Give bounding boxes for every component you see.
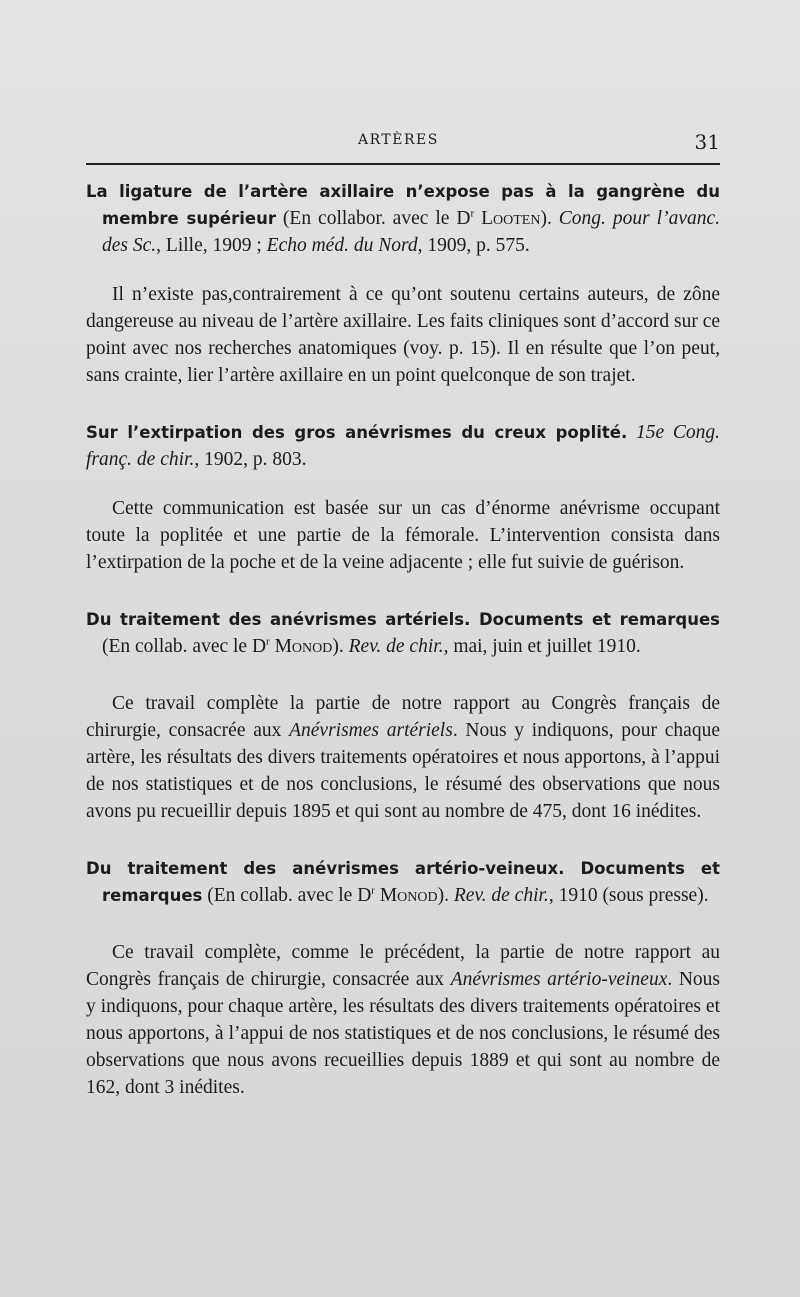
entry-1-details: , Lille, 1909 ;: [156, 235, 267, 256]
entry-3-body-italic: Anévrismes artériels: [289, 720, 453, 741]
entry-4-citation: [86, 855, 720, 909]
page-header: [86, 126, 720, 166]
entry-3-body-after: . Nous y indiquons, pour chaque artère, les résultats des divers traitements opératoires et nous apportons, à l’appui de nos statistiques et de nos conclusions, le résumé des observations que nous avons pu recueillir depuis 1895 et qui sont au nombre de 475, dont 16 inédites.: [86, 720, 720, 822]
entry-3-title: Du traitement des anévrismes artériels. Documents et remarques: [86, 610, 720, 629]
header-rule: [86, 163, 720, 165]
entry-3-collab-suffix: ).: [332, 636, 349, 657]
entry-4-title: Du traitement des anévrismes artério-veineux. Documents et remarques: [86, 859, 720, 905]
entry-1-journal: Cong. pour l’avanc. des Sc.: [102, 208, 721, 256]
entry-3-collab-prefix: (En collab. avec le D: [102, 636, 267, 657]
entry-4-collab-suffix: ).: [437, 885, 454, 906]
page-content: [86, 178, 720, 1101]
entry-1-collab-suffix: ).: [540, 208, 559, 229]
entry-4-collab-name: Monod: [379, 885, 438, 906]
entry-1-collab-name: Looten: [481, 208, 541, 229]
entry-2-title: Sur l’extirpation des gros anévrismes du creux poplité.: [86, 423, 628, 442]
entry-3-journal: Rev. de chir.: [348, 636, 444, 657]
entry-3-collab-name: Monod: [274, 636, 333, 657]
entry-3-body: [86, 690, 720, 825]
entry-4-collab-prefix: (En collab. avec le D: [202, 885, 372, 906]
entry-1-details2: , 1909, p. 575.: [417, 235, 530, 256]
entry-4-journal: Rev. de chir.: [453, 885, 549, 906]
entry-2-journal: 15e Cong. franç. de chir.: [86, 422, 721, 470]
entry-2-citation: [86, 419, 720, 473]
entry-4-body-italic: Anévrismes artério-veineux: [450, 969, 668, 990]
entry-1-citation: [86, 178, 720, 259]
page-number: 31: [694, 130, 720, 154]
entry-4-collab-sup: r: [371, 884, 375, 897]
entry-1-collab-sup: r: [470, 207, 475, 220]
entry-1-collab-prefix: (En collabor. avec le D: [275, 208, 471, 229]
entry-1-journal2: Echo méd. du Nord: [266, 235, 418, 256]
running-head: ARTÈRES: [358, 132, 439, 148]
entry-3-body-before: Ce travail complète la partie de notre rapport au Congrès français de chirurgie, consacrée aux: [86, 693, 720, 741]
entry-1-title: La ligature de l’artère axillaire n’expose pas à la gangrène du membre supérieur: [86, 182, 720, 228]
entry-3-citation: [86, 606, 720, 660]
entry-4-body-after: . Nous y indiquons, pour chaque artère, les résultats des divers traitements opératoires et nous apportons, à l’appui de nos statistiques et de nos conclusions, le résumé des observations que nous avons recueillies depuis 1889 et qui sont au nombre de 162, dont 3 inédites.: [86, 969, 721, 1098]
entry-4-body-before: Ce travail complète, comme le précédent, la partie de notre rapport au Congrès français de chirurgie, consacrée aux: [86, 942, 720, 990]
entry-2-details: , 1902, p. 803.: [194, 449, 307, 470]
entry-4-body: [86, 939, 720, 1101]
entry-2-body: Cette communication est basée sur un cas d’énorme anévrisme occupant toute la poplitée et une partie de la fémorale. L’intervention consista dans l’extirpation de la poche et de la veine adjacente ; elle fut suivie de guérison.: [86, 498, 720, 573]
entry-1-body: Il n’existe pas,contrairement à ce qu’ont soutenu certains auteurs, de zône dangereuse au niveau de l’artère axillaire. Les faits cliniques sont d’accord sur ce point avec nos recherches anatomiques (voy. p. 15). Il en résulte que l’on peut, sans crainte, lier l’artère axillaire en un point quelconque de son trajet.: [86, 284, 721, 386]
entry-4-details: , 1910 (sous presse).: [548, 885, 709, 906]
entry-3-details: , mai, juin et juillet 1910.: [443, 636, 641, 657]
entry-3-collab-sup: r: [266, 635, 270, 648]
